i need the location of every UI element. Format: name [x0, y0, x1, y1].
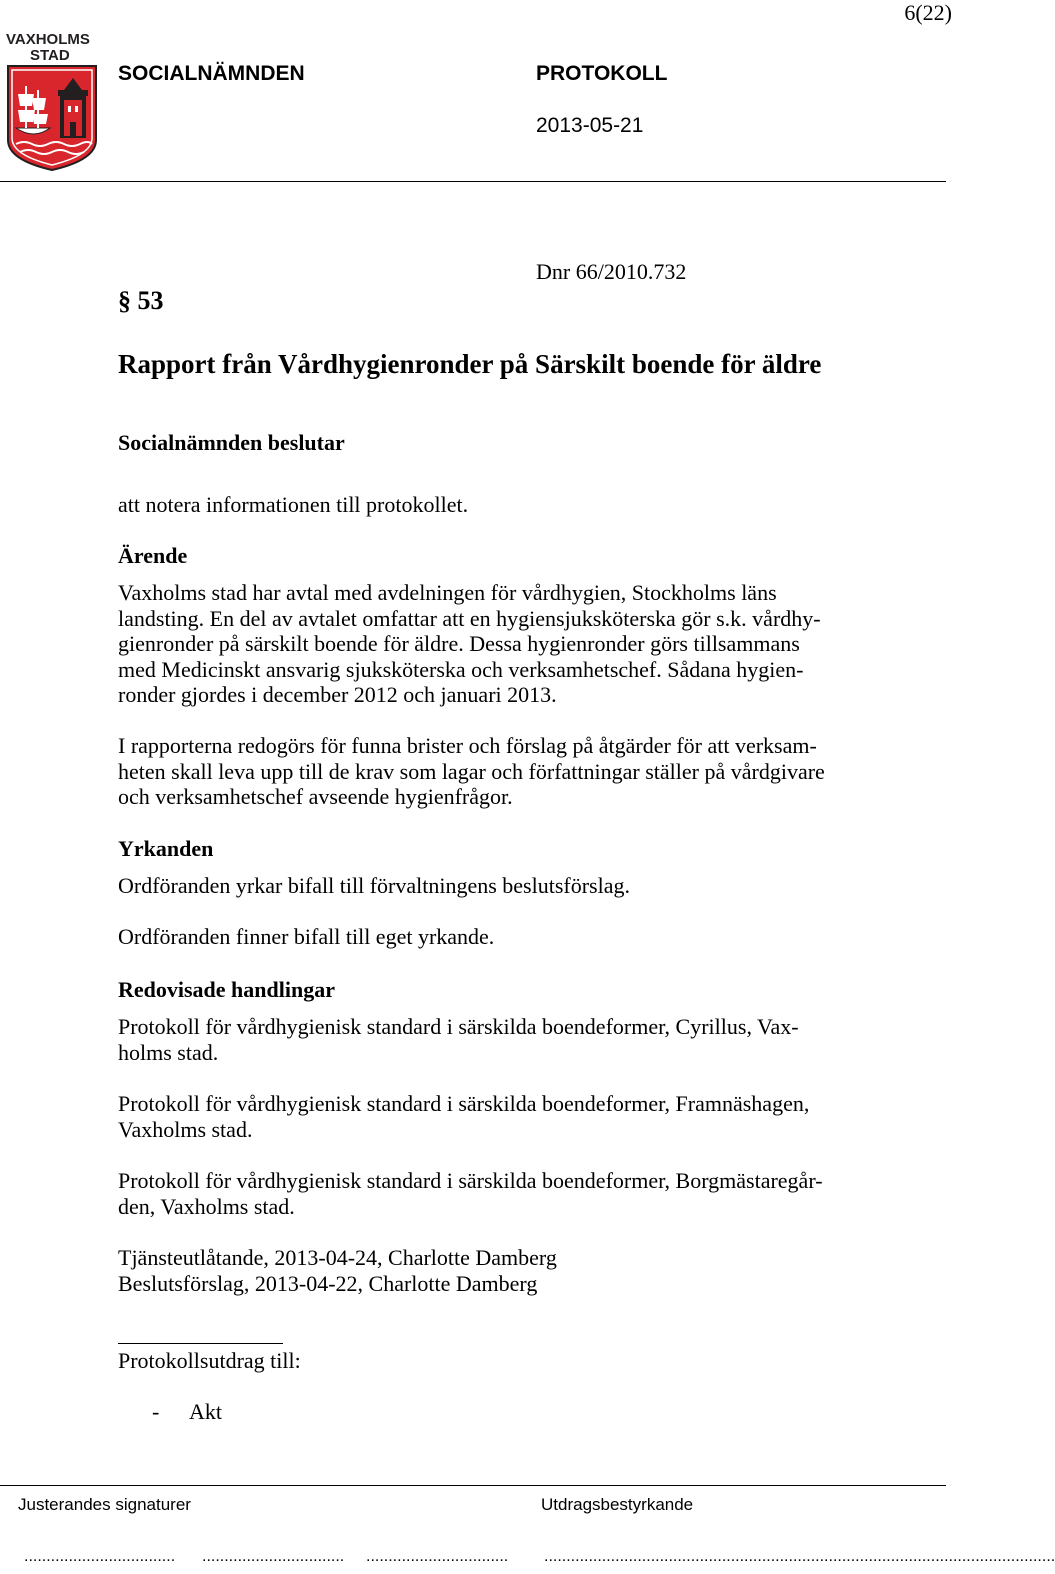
header-divider: [0, 181, 946, 182]
distribution-bullet: -: [152, 1399, 160, 1424]
decision-text: att notera informationen till protokollet.: [118, 492, 469, 517]
case-number: Dnr 66/2010.732: [536, 259, 687, 284]
paragraph-number: § 53: [118, 286, 164, 315]
signature-line-2: ................................: [202, 1548, 345, 1565]
handlingar-heading: Redovisade handlingar: [118, 977, 335, 1002]
vaxholm-coat-of-arms-logo: [4, 28, 100, 173]
arende-paragraph-1: Vaxholms stad har avtal med avdelningen för vårdhygien, Stockholms läns landsting. En del av avtalet omfattar att en hygiensjuksköterska gör s.k. vårdhy- gienronder på särskilt boende för äldre. Dessa hygienronder görs tillsammans med Medicinskt ansvarig sjuksköterska och verksamhetschef. Sådana hygien- ronder gjordes i december 2012 och januari 2013.: [118, 580, 821, 707]
arende-heading: Ärende: [118, 543, 188, 568]
handling-item-4: Tjänsteutlåtande, 2013-04-24, Charlotte Damberg Beslutsförslag, 2013-04-22, Charlotte Damberg: [118, 1245, 557, 1296]
document-type: PROTOKOLL: [536, 62, 668, 85]
signatures-label: Justerandes signaturer: [18, 1495, 191, 1514]
yrkanden-heading: Yrkanden: [118, 836, 214, 861]
decision-heading: Socialnämnden beslutar: [118, 430, 345, 455]
distribution-label: Protokollsutdrag till:: [118, 1348, 301, 1373]
logo-text-line1: VAXHOLMS: [6, 31, 90, 48]
document-date: 2013-05-21: [536, 114, 644, 137]
case-title: Rapport från Vårdhygienronder på Särskilt boende för äldre: [118, 349, 822, 379]
yrkanden-line-1: Ordföranden yrkar bifall till förvaltningens beslutsförslag.: [118, 873, 630, 898]
attest-line: ...................................................................................................................: [544, 1548, 1055, 1565]
handling-item-2: Protokoll för vårdhygienisk standard i särskilda boendeformer, Framnäshagen, Vaxholms stad.: [118, 1091, 810, 1142]
logo-text-line2: STAD: [30, 47, 70, 64]
arende-paragraph-2: I rapporterna redogörs för funna brister och förslag på åtgärder för att verksam- heten skall leva upp till de krav som lagar och författningar ställer på vårdgivare och verksamhetschef avseende hygienfrågor.: [118, 733, 825, 809]
handling-item-1: Protokoll för vårdhygienisk standard i särskilda boendeformer, Cyrillus, Vax- holms stad.: [118, 1014, 799, 1065]
yrkanden-line-2: Ordföranden finner bifall till eget yrkande.: [118, 924, 495, 949]
organization-name: SOCIALNÄMNDEN: [118, 62, 305, 85]
signature-line-1: ..................................: [24, 1548, 176, 1565]
signature-line-3: ................................: [366, 1548, 509, 1565]
distribution-divider: [118, 1343, 283, 1344]
attest-label: Utdragsbestyrkande: [541, 1495, 694, 1514]
handling-item-3: Protokoll för vårdhygienisk standard i särskilda boendeformer, Borgmästaregår- den, Vaxholms stad.: [118, 1168, 823, 1219]
footer-divider: [0, 1485, 946, 1486]
page-number: 6(22): [904, 0, 952, 25]
distribution-recipient: Akt: [189, 1399, 222, 1424]
